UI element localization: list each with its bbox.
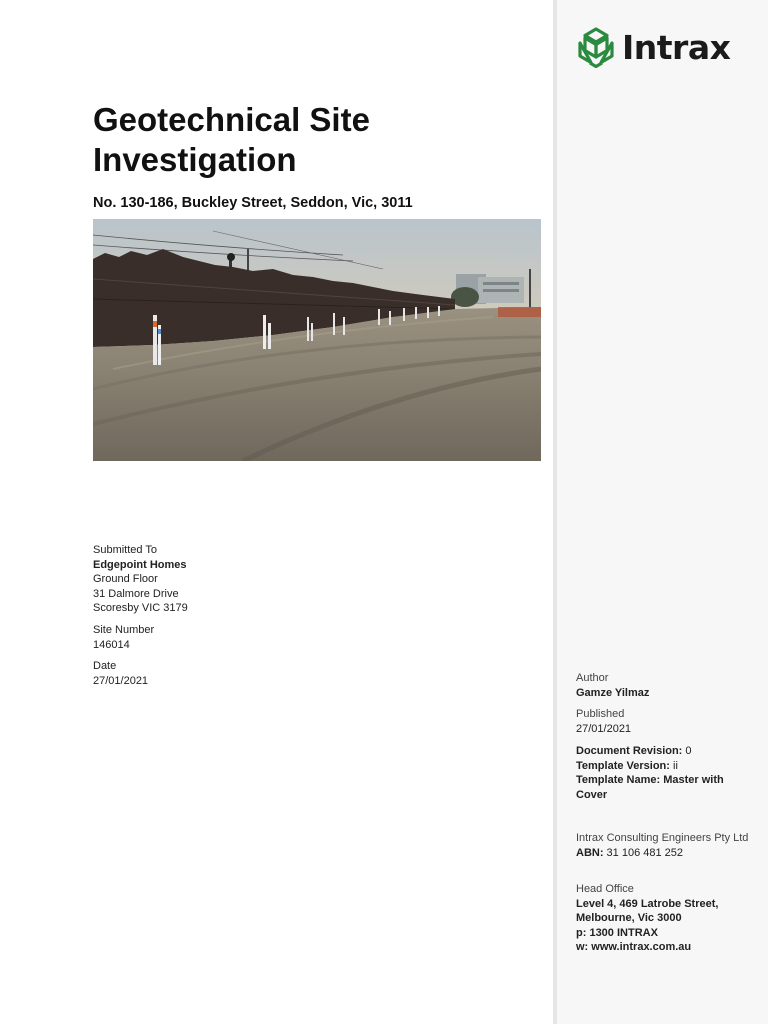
- date-label: Date: [93, 660, 117, 672]
- site-number-block: [93, 623, 154, 652]
- document-revision-value: 0: [682, 745, 692, 757]
- site-number-label: Site Number: [93, 624, 155, 636]
- abn-value: 31 106 481 252: [603, 846, 684, 859]
- phone-value: 1300 INTRAX: [586, 926, 658, 939]
- web-label: w:: [576, 941, 589, 953]
- site-address: No. 130-186, Buckley Street, Seddon, Vic, 3011: [93, 195, 413, 211]
- published-label: Published: [576, 708, 625, 720]
- office-address-line-1: Level 4, 469 Latrobe Street,: [576, 897, 719, 910]
- template-version-label: Template Version:: [576, 759, 670, 772]
- template-name-label: Template Name:: [576, 774, 661, 786]
- abn-label: ABN:: [576, 846, 604, 859]
- company-name: Intrax Consulting Engineers Pty Ltd: [576, 832, 749, 844]
- template-version: [576, 759, 746, 774]
- brand-name: Intrax: [622, 27, 731, 67]
- author-name: Gamze Yilmaz: [576, 686, 650, 699]
- published-block: [576, 707, 631, 736]
- client-name: Edgepoint Homes: [93, 558, 187, 571]
- client-address-line-3: Scoresby VIC 3179: [93, 602, 188, 614]
- client-address-line-2: 31 Dalmore Drive: [93, 587, 179, 600]
- template-version-value: ii: [669, 759, 678, 772]
- site-number-value: 146014: [93, 638, 130, 651]
- intrax-logo-mark-icon: [576, 26, 616, 68]
- submitted-to-label: Submitted To: [93, 544, 158, 556]
- template-name: [576, 773, 746, 802]
- document-revision-label: Document Revision:: [576, 745, 683, 757]
- company-block: [576, 831, 751, 860]
- client-address-line-1: Ground Floor: [93, 573, 158, 585]
- author-block: [576, 671, 649, 700]
- template-name-value: Master with Cover: [576, 774, 724, 801]
- intrax-logo: [576, 26, 730, 68]
- submitted-to-block: [93, 543, 188, 616]
- date-value: 27/01/2021: [93, 674, 149, 687]
- web-link[interactable]: www.intrax.com.au: [588, 941, 692, 953]
- published-date: 27/01/2021: [576, 722, 632, 735]
- author-label: Author: [576, 672, 609, 684]
- site-photo: [93, 219, 541, 461]
- document-title: Geotechnical Site Investigation: [93, 101, 370, 178]
- document-info-block: [576, 744, 746, 802]
- document-sidebar: [557, 0, 768, 1024]
- head-office-label: Head Office: [576, 883, 634, 895]
- date-block: [93, 659, 148, 688]
- office-address-line-2: Melbourne, Vic 3000: [576, 912, 682, 924]
- phone-label: p:: [576, 926, 587, 939]
- head-office-block: [576, 882, 751, 955]
- document-revision: [576, 744, 746, 759]
